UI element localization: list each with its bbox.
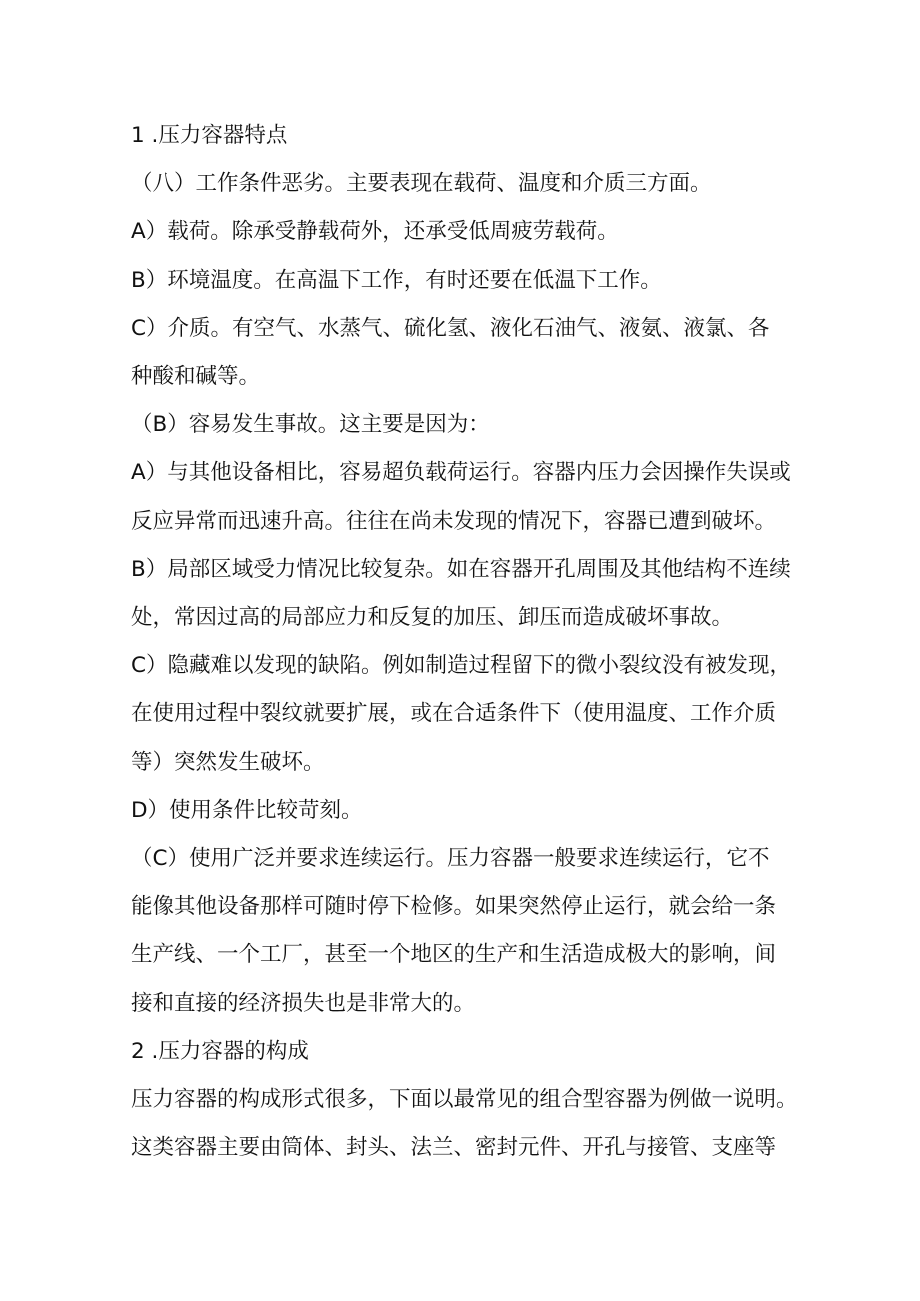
paragraph-line: D）使用条件比较苛刻。 xyxy=(131,797,363,823)
paragraph-line: 种酸和碱等。 xyxy=(131,364,261,390)
section-heading-2: 2 .压力容器的构成 xyxy=(131,1038,309,1064)
paragraph-line: 接和直接的经济损失也是非常大的。 xyxy=(131,990,476,1016)
paragraph-line: （C）使用广泛并要求连续运行。压力容器一般要求连续运行，它不 xyxy=(131,846,770,872)
paragraph-line: （八）工作条件恶劣。主要表现在载荷、温度和介质三方面。 xyxy=(131,171,712,197)
paragraph-line: B）局部区域受力情况比较复杂。如在容器开孔周围及其他结构不连续 xyxy=(131,556,791,582)
paragraph-line: C）隐藏难以发现的缺陷。例如制造过程留下的微小裂纹没有被发现， xyxy=(131,653,792,679)
paragraph-line: 能像其他设备那样可随时停下检修。如果突然停止运行，就会给一条 xyxy=(131,894,777,920)
paragraph-line: 压力容器的构成形式很多，下面以最常见的组合型容器为例做一说明。 xyxy=(131,1087,798,1113)
paragraph-line: C）介质。有空气、水蒸气、硫化氢、液化石油气、液氨、液氯、各 xyxy=(131,315,770,341)
paragraph-line: A）载荷。除承受静载荷外，还承受低周疲劳载荷。 xyxy=(131,219,619,245)
paragraph-line: 在使用过程中裂纹就要扩展，或在合适条件下（使用温度、工作介质 xyxy=(131,701,777,727)
paragraph-line: 处，常因过高的局部应力和反复的加压、卸压而造成破坏事故。 xyxy=(131,605,734,631)
paragraph-line: 反应异常而迅速升高。往往在尚未发现的情况下，容器已遭到破坏。 xyxy=(131,508,777,534)
paragraph-line: 生产线、一个工厂，甚至一个地区的生产和生活造成极大的影响，间 xyxy=(131,942,777,968)
section-heading-1: 1 .压力容器特点 xyxy=(131,123,288,148)
paragraph-line: 等）突然发生破坏。 xyxy=(131,749,325,775)
paragraph-line: （B）容易发生事故。这主要是因为： xyxy=(131,412,490,438)
document-body xyxy=(131,112,811,1172)
paragraph-line: 这类容器主要由筒体、封头、法兰、密封元件、开孔与接管、支座等 xyxy=(131,1135,777,1161)
paragraph-line: A）与其他设备相比，容易超负载荷运行。容器内压力会因操作失误或 xyxy=(131,460,791,486)
paragraph-line: B）环境温度。在高温下工作，有时还要在低温下工作。 xyxy=(131,267,662,293)
